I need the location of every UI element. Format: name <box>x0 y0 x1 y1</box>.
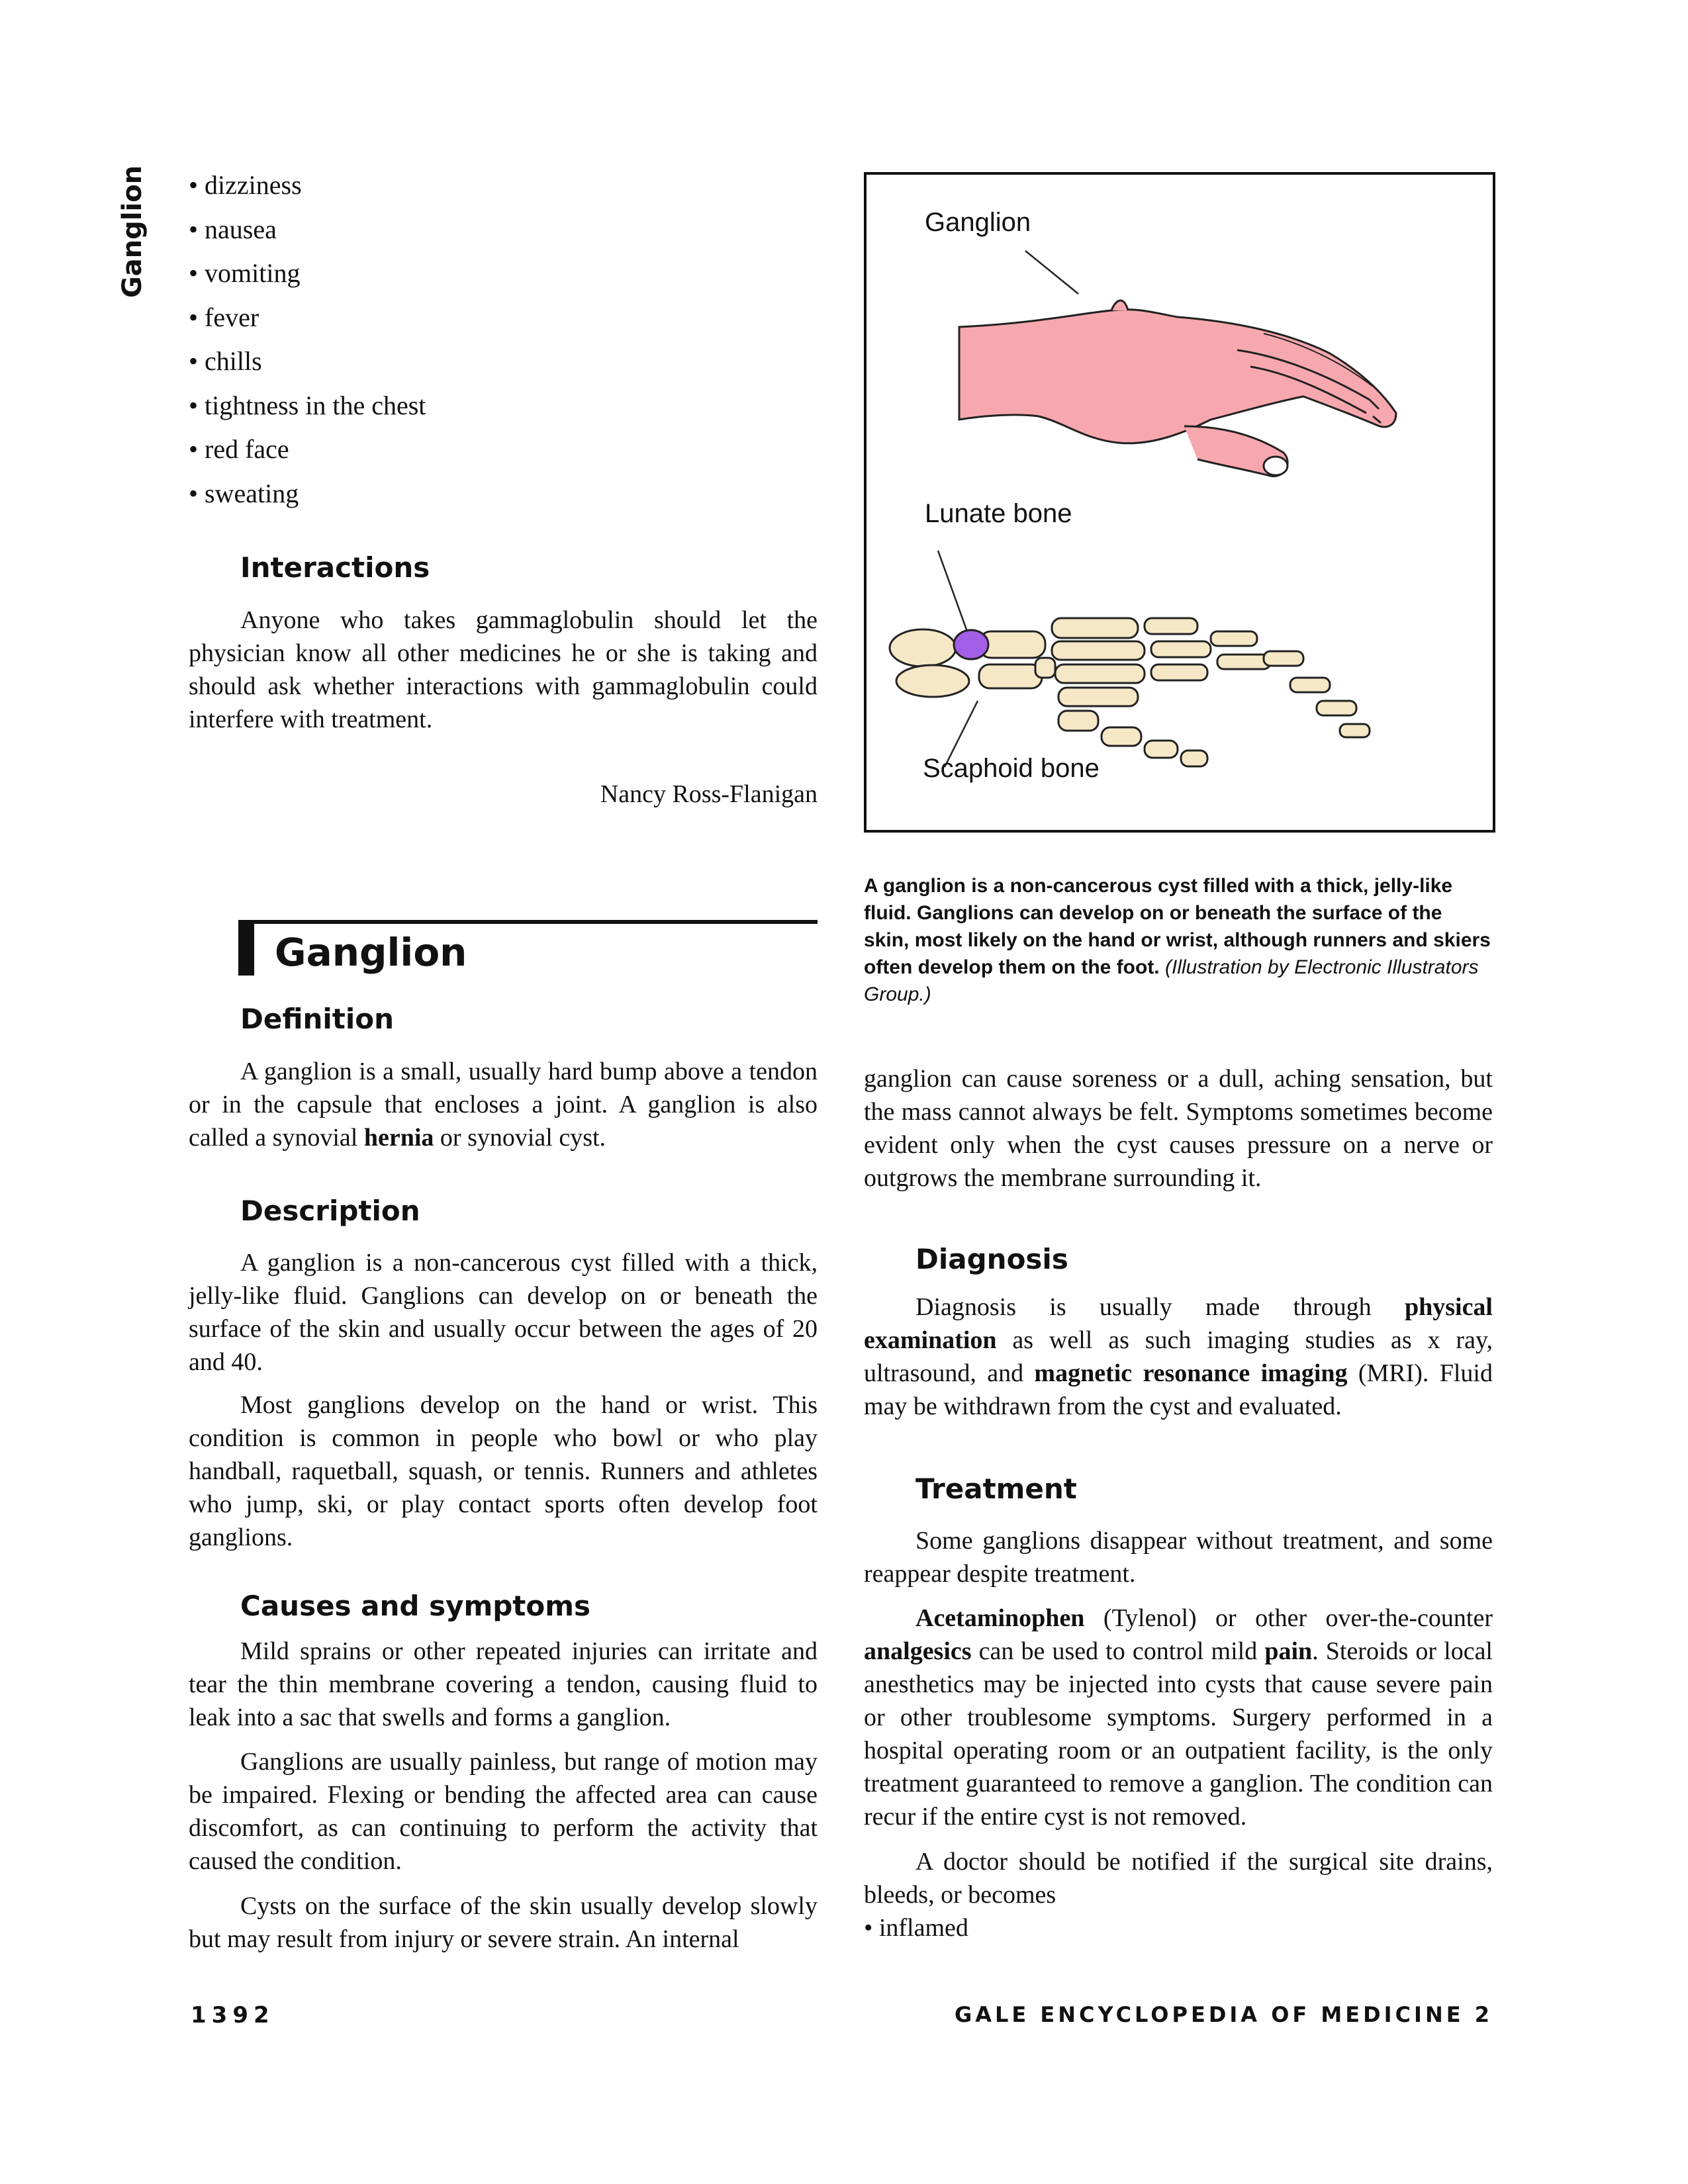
header-bar <box>238 920 254 976</box>
article-header <box>238 917 818 986</box>
treatment-paragraph-1: Some ganglions disappear without treatment, and some reappear despite treatment. <box>864 1527 1493 1588</box>
causes-paragraph-1: Mild sprains or other repeated injuries can irritate and tear the thin membrane covering a tendon, causing fluid to leak into a sac that swells and forms a ganglion. <box>189 1637 818 1731</box>
diagnosis-paragraph: Diagnosis is usually made through physical examination as well as such imaging studies as x ray, ultrasound, and magnetic resonance imaging (MRI). Fluid may be withdrawn from the cyst and evaluated. <box>864 1293 1493 1420</box>
ganglion-illustration <box>864 172 1495 833</box>
term-acetaminophen: Acetaminophen <box>915 1604 1085 1632</box>
definition-paragraph: A ganglion is a small, usually hard bump above a tendon or in the capsule that encloses a joint. A ganglion is also called a synovial hernia or synovial cyst. <box>189 1058 818 1152</box>
author-credit: Nancy Ross-Flanigan <box>600 780 818 808</box>
term-mri: magnetic resonance imaging <box>1034 1359 1348 1387</box>
treatment-heading: Treatment <box>915 1473 1077 1505</box>
term-pain: pain <box>1264 1637 1313 1665</box>
side-running-head <box>113 165 152 298</box>
treatment-paragraph-3: A doctor should be notified if the surgical site drains, bleeds, or becomes <box>864 1848 1493 1909</box>
figure-caption <box>864 872 1493 1008</box>
hand-skin <box>959 310 1396 443</box>
term-physical-exam: physical examination <box>864 1293 1493 1354</box>
list-item: • nausea <box>189 208 818 252</box>
bullet-list <box>189 163 818 516</box>
list-item: • inflamed <box>864 1911 1493 1944</box>
page-number: 1392 <box>191 2002 275 2028</box>
list-item: • fever <box>189 296 818 340</box>
side-running-head-text: Ganglion <box>117 165 148 298</box>
book-title: GALE ENCYCLOPEDIA OF MEDICINE 2 <box>954 2002 1493 2027</box>
interactions-heading: Interactions <box>240 551 430 584</box>
treatment-bullet-list <box>864 1911 1493 1944</box>
list-item: • sweating <box>189 472 818 516</box>
definition-heading: Definition <box>240 1003 395 1035</box>
interactions-paragraph: Anyone who takes gammaglobulin should let the physician know all other medicines he or she is taking and should ask whether interactions with gammaglobulin could interfere with treatment. <box>189 606 818 733</box>
list-item: • dizziness <box>189 163 818 208</box>
label-lunate-bone: Lunate bone <box>925 499 1072 528</box>
causes-heading: Causes and symptoms <box>240 1590 590 1622</box>
caption-credit: (Illustration by Electronic Illustrators Group.) <box>864 956 1479 1005</box>
causes-paragraph-3: Cysts on the surface of the skin usually develop slowly but may result from injury or severe strain. An internal <box>189 1892 818 1953</box>
list-item: • vomiting <box>189 251 818 296</box>
caption-text: A ganglion is a non-cancerous cyst filled with a thick, jelly-like fluid. Ganglions can develop on or beneath the surface of the skin, most likely on the hand or wrist, although runners and skiers often develop them on the foot. <box>864 875 1491 978</box>
term-hernia: hernia <box>363 1124 434 1152</box>
causes-continued-paragraph: ganglion can cause soreness or a dull, aching sensation, but the mass cannot always be felt. Symptoms sometimes become evident only when the cyst causes pressure on a nerve or outgrows the membrane surrounding it. <box>864 1065 1493 1192</box>
description-paragraph-2: Most ganglions develop on the hand or wrist. This condition is common in people who bowl or who play handball, raquetball, squash, or tennis. Runners and athletes who jump, ski, or play contact sports often develop foot ganglions. <box>189 1391 818 1551</box>
description-paragraph-1: A ganglion is a non-cancerous cyst filled with a thick, jelly-like fluid. Ganglions can develop on or beneath the surface of the skin and usually occur between the ages of 20 and 40. <box>189 1249 818 1376</box>
list-item: • red face <box>189 428 818 472</box>
list-item: • tightness in the chest <box>189 384 818 428</box>
diagnosis-heading: Diagnosis <box>915 1243 1068 1275</box>
label-ganglion: Ganglion <box>925 208 1031 237</box>
term-analgesics: analgesics <box>864 1637 972 1665</box>
list-item: • chills <box>189 340 818 384</box>
label-scaphoid-bone: Scaphoid bone <box>923 754 1100 783</box>
causes-paragraph-2: Ganglions are usually painless, but range of motion may be impaired. Flexing or bending the affected area can cause discomfort, as can continuing to perform the activity that caused the condition. <box>189 1748 818 1875</box>
symptom-list-continued <box>189 163 818 516</box>
treatment-paragraph-2: Acetaminophen (Tylenol) or other over-the-counter analgesics can be used to control mild pain. Steroids or local anesthetics may be injected into cysts that cause severe pain or other troublesome symptoms. Surgery performed in a hospital operating room or an outpatient facility, is the only treatment guaranteed to remove a ganglion. The condition can recur if the entire cyst is not removed. <box>864 1604 1493 1831</box>
header-rule <box>238 920 818 924</box>
article-title: Ganglion <box>275 930 467 975</box>
description-heading: Description <box>240 1195 420 1227</box>
lunate-bone <box>954 630 988 659</box>
